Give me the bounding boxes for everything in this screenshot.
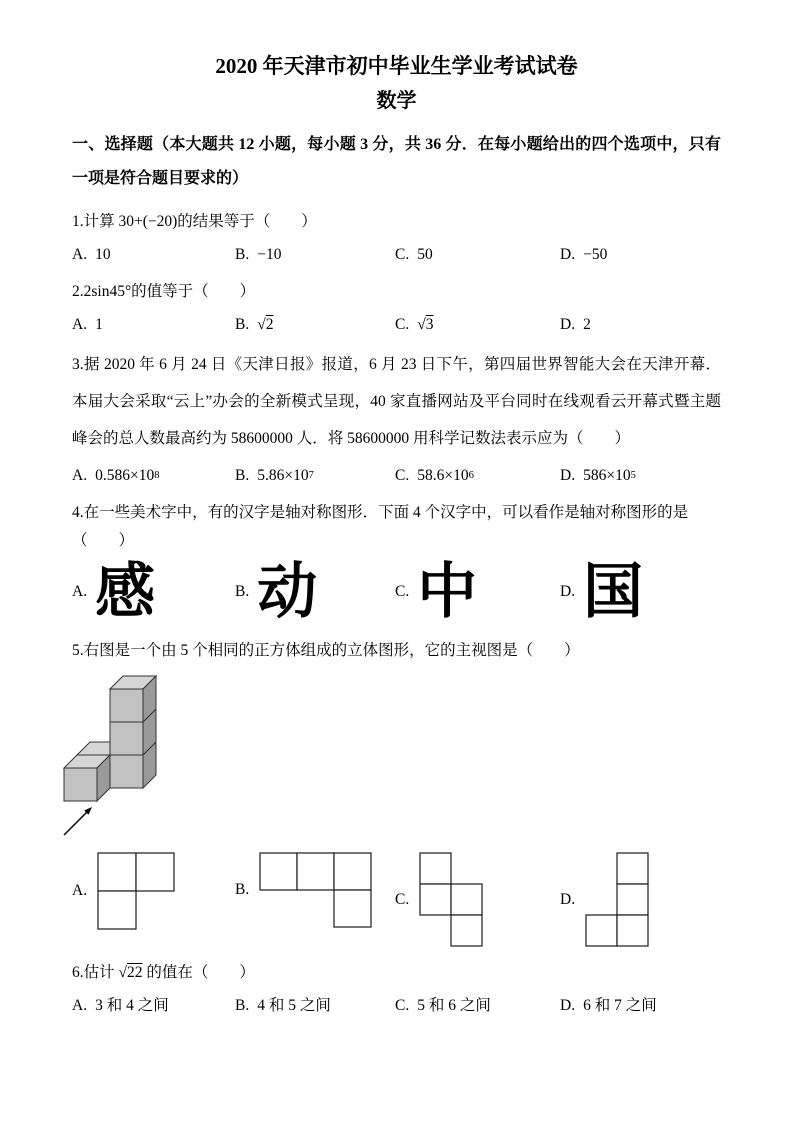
option-B bbox=[235, 465, 395, 487]
option-text: 3 和 4 之间 bbox=[95, 997, 169, 1014]
option-text: 10 bbox=[95, 246, 111, 263]
option-text: 6 和 7 之间 bbox=[583, 997, 657, 1014]
q3-options bbox=[72, 465, 721, 487]
option-D bbox=[560, 995, 721, 1017]
option-D bbox=[560, 465, 721, 487]
option-content bbox=[417, 559, 477, 625]
option-label: B. bbox=[235, 583, 250, 600]
option-D bbox=[560, 559, 721, 625]
five-cubes-isometric-icon bbox=[58, 673, 168, 841]
option-B bbox=[235, 314, 395, 336]
option-text: 50 bbox=[417, 246, 433, 263]
view-option-figure bbox=[97, 852, 175, 930]
section-1-heading: 一、选择题（本大题共 12 小题，每小题 3 分，共 36 分．在每小题给出的四个选项中，只有一项是符合题目要求的） bbox=[72, 136, 721, 187]
option-content bbox=[417, 314, 433, 336]
option-label: D. bbox=[560, 467, 576, 484]
option-content bbox=[257, 314, 273, 336]
option-content: 58.6×10 6 bbox=[417, 465, 474, 487]
option-content bbox=[95, 559, 155, 625]
option-label: B. bbox=[235, 467, 250, 484]
q1-stem: 1.计算 30+(−20)的结果等于（ ） bbox=[72, 213, 317, 230]
option-C bbox=[395, 314, 560, 336]
option-content bbox=[417, 995, 491, 1017]
option-label: C. bbox=[395, 997, 410, 1014]
option-content bbox=[257, 559, 317, 625]
option-C bbox=[395, 559, 560, 625]
radical-sign: √ bbox=[118, 964, 128, 981]
option-content bbox=[257, 995, 331, 1017]
option-label: C. bbox=[395, 890, 410, 908]
q6-radicand: 22 bbox=[127, 964, 143, 981]
option-content: 5.86×10 7 bbox=[257, 465, 314, 487]
option-content: 0.586×10 8 bbox=[95, 465, 159, 487]
q6-stem-post: 的值在（ ） bbox=[142, 964, 255, 981]
option-C bbox=[395, 244, 560, 266]
view-option-figure bbox=[259, 852, 372, 928]
option-label: A. bbox=[72, 583, 88, 600]
option-label: D. bbox=[560, 890, 576, 908]
option-label: D. bbox=[560, 583, 576, 600]
view-option-figure bbox=[419, 852, 483, 947]
q2-stem: 2.2sin45°的值等于（ ） bbox=[72, 283, 256, 300]
option-C bbox=[395, 465, 560, 487]
view-option-figure bbox=[585, 852, 649, 947]
option-label: C. bbox=[395, 246, 410, 263]
scientific-base: 586×10 bbox=[583, 467, 631, 484]
option-A bbox=[72, 559, 235, 625]
option-text: 4 和 5 之间 bbox=[257, 997, 331, 1014]
option-label: B. bbox=[235, 997, 250, 1014]
option-label: A. bbox=[72, 246, 88, 263]
option-label: A. bbox=[72, 467, 88, 484]
option-content bbox=[419, 852, 483, 947]
option-label: C. bbox=[395, 467, 410, 484]
option-C bbox=[395, 852, 560, 947]
option-label: D. bbox=[560, 246, 576, 263]
q2-options bbox=[72, 314, 721, 336]
option-B bbox=[235, 852, 395, 928]
option-A bbox=[72, 314, 235, 336]
option-B bbox=[235, 559, 395, 625]
option-text: 2 bbox=[583, 316, 591, 333]
option-label: D. bbox=[560, 997, 576, 1014]
scientific-base: 0.586×10 bbox=[95, 467, 155, 484]
option-C bbox=[395, 995, 560, 1017]
option-content bbox=[95, 314, 103, 336]
q1-options bbox=[72, 244, 721, 266]
option-content bbox=[583, 244, 607, 266]
option-content: 586×10 5 bbox=[583, 465, 636, 487]
option-B bbox=[235, 244, 395, 266]
option-label: D. bbox=[560, 316, 576, 333]
option-content bbox=[417, 244, 433, 266]
option-D bbox=[560, 852, 721, 947]
option-content bbox=[95, 995, 169, 1017]
exam-subject: 数学 bbox=[376, 90, 417, 112]
option-text: 5 和 6 之间 bbox=[417, 997, 491, 1014]
option-label: B. bbox=[235, 246, 250, 263]
option-content bbox=[585, 852, 649, 947]
option-A bbox=[72, 244, 235, 266]
q5-stem: 5.右图是一个由 5 个相同的正方体组成的立体图形，它的主视图是（ ） bbox=[72, 642, 580, 659]
q6-stem-pre: 6.估计 bbox=[72, 964, 119, 981]
option-text: 感 bbox=[95, 559, 156, 625]
scientific-base: 58.6×10 bbox=[417, 467, 469, 484]
option-B bbox=[235, 995, 395, 1017]
q4-stem: 4.在一些美术字中，有的汉字是轴对称图形．下面 4 个汉字中，可以看作是轴对称图形的是（ ） bbox=[72, 504, 689, 549]
option-content bbox=[257, 244, 281, 266]
option-content bbox=[95, 244, 111, 266]
option-content bbox=[583, 314, 591, 336]
option-content bbox=[97, 852, 175, 930]
option-content bbox=[583, 995, 657, 1017]
q4-options bbox=[72, 559, 721, 625]
option-text: 国 bbox=[583, 559, 644, 625]
q5-cube-figure bbox=[58, 673, 721, 846]
q5-options bbox=[72, 852, 721, 947]
scientific-base: 5.86×10 bbox=[257, 467, 309, 484]
option-text: 1 bbox=[95, 316, 103, 333]
option-D bbox=[560, 244, 721, 266]
option-A bbox=[72, 995, 235, 1017]
radical-sign: √ bbox=[417, 316, 426, 333]
option-A bbox=[72, 852, 235, 930]
option-A bbox=[72, 465, 235, 487]
option-text: 中 bbox=[417, 559, 478, 625]
option-label: C. bbox=[395, 583, 410, 600]
q6-options bbox=[72, 995, 721, 1017]
option-content bbox=[259, 852, 372, 928]
option-label: A. bbox=[72, 316, 88, 333]
option-text: 动 bbox=[257, 559, 318, 625]
radicand: 2 bbox=[265, 316, 274, 333]
radical-sign: √ bbox=[257, 316, 266, 333]
option-text: −10 bbox=[257, 246, 282, 263]
option-label: A. bbox=[72, 882, 88, 899]
view-direction-arrow-icon bbox=[64, 807, 92, 835]
option-D bbox=[560, 314, 721, 336]
q6-stem bbox=[72, 959, 721, 987]
exam-title: 2020 年天津市初中毕业生学业考试试卷 bbox=[215, 54, 578, 78]
option-label: C. bbox=[395, 316, 410, 333]
option-content bbox=[583, 559, 643, 625]
option-label: A. bbox=[72, 997, 88, 1014]
q3-stem: 3.据 2020 年 6 月 24 日《天津日报》报道，6 月 23 日下午，第四届世界智能大会在天津开幕．本届大会采取“云上”办会的全新模式呈现，40 家直播网站及平台同时在线观看云开幕式暨主题峰会的总人数最高约为 58600000 人．将 58600000 用科学记数法表示应为（ ） bbox=[72, 356, 721, 447]
option-label: B. bbox=[235, 316, 250, 333]
radicand: 3 bbox=[425, 316, 434, 333]
option-text: −50 bbox=[583, 246, 608, 263]
option-label: B. bbox=[235, 881, 250, 898]
